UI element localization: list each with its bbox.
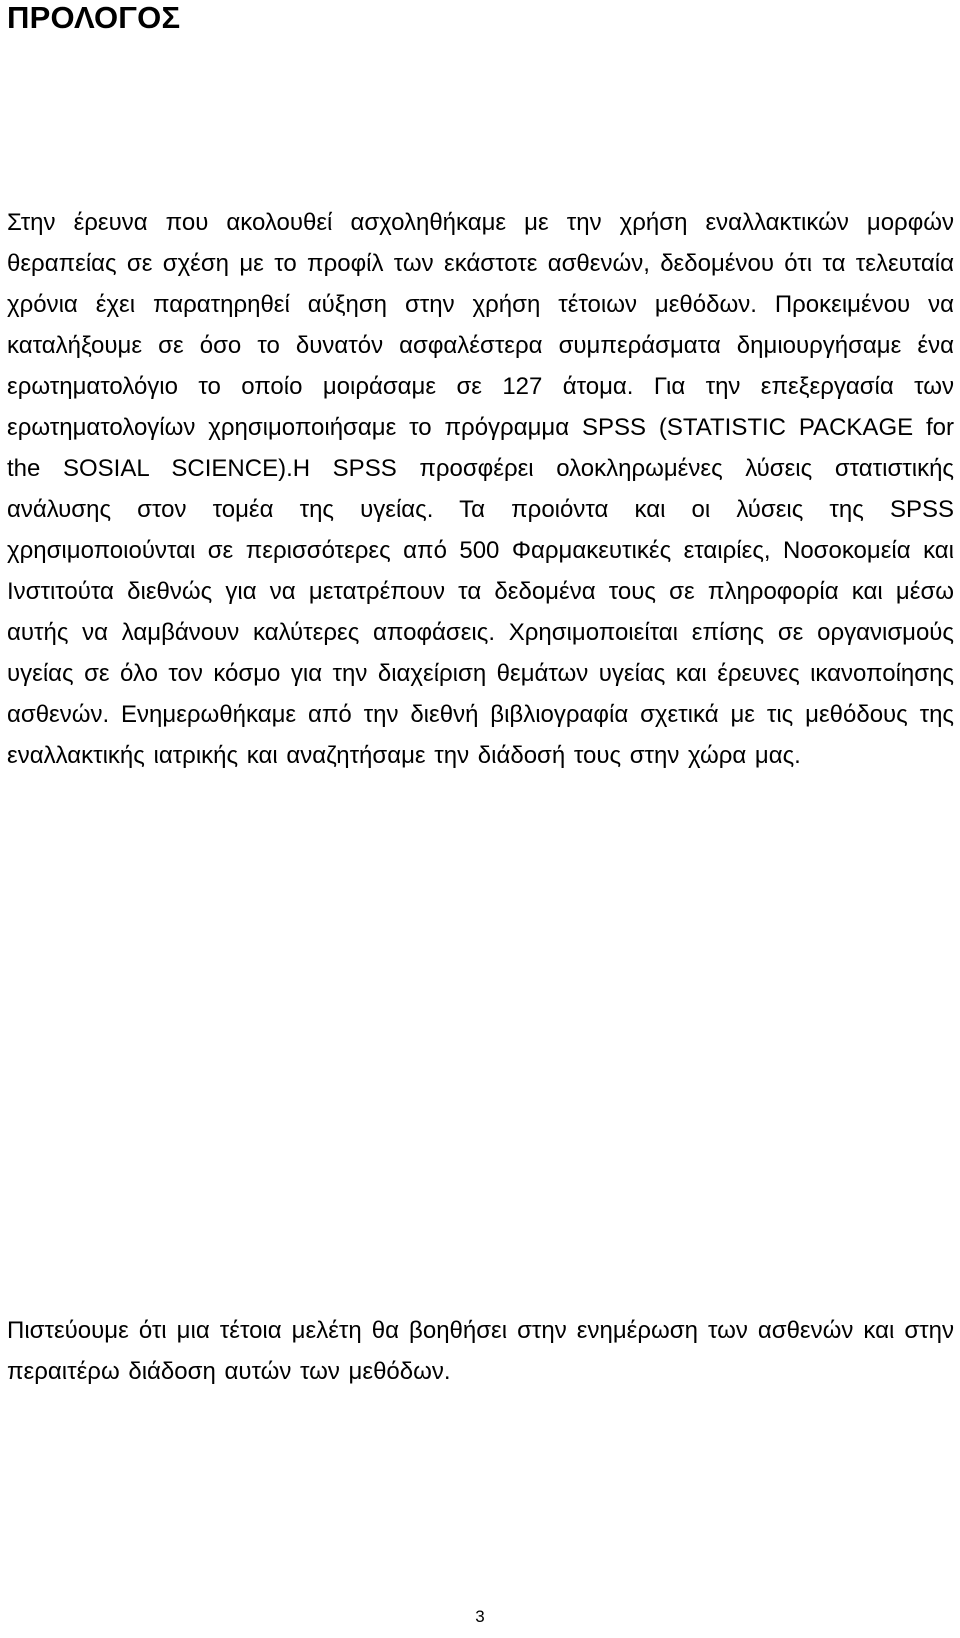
page-number: 3	[475, 1607, 485, 1626]
body-paragraph-conclusion: Πιστεύουμε ότι μια τέτοια μελέτη θα βοηθήσει στην ενημέρωση των ασθενών και στην περαιτέρω διάδοση αυτών των μεθόδων.	[7, 1317, 954, 1385]
page-title: ΠΡΟΛΟΓΟΣ	[7, 0, 181, 35]
body-paragraph-intro: Στην έρευνα που ακολουθεί ασχοληθήκαμε με την χρήση εναλλακτικών μορφών θεραπείας σε σχέση με το προφίλ των εκάστοτε ασθενών, δεδομένου ότι τα τελευταία χρόνια έχει παρατηρηθεί αύξηση στην χρήση τέτοιων μεθόδων. Προκειμένου να καταλήξουμε σε όσο το δυνατόν ασφαλέστερα συμπεράσματα δημιουργήσαμε ένα ερωτηματολόγιο το οποίο μοιράσαμε σε 127 άτομα. Για την επεξεργασία των ερωτηματολογίων χρησιμοποιήσαμε το πρόγραμμα SPSS (STATISTIC PACKAGE for the SOSIAL SCIENCE).Η SPSS προσφέρει ολοκληρωμένες λύσεις στατιστικής ανάλυσης στον τομέα της υγείας. Τα προιόντα και οι λύσεις της SPSS χρησιμοποιούνται σε περισσότερες από 500 Φαρμακευτικές εταιρίες, Νοσοκομεία και Ινστιτούτα διεθνώς για να μετατρέπουν τα δεδομένα τους σε πληροφορία και μέσω αυτής να λαμβάνουν καλύτερες αποφάσεις. Χρησιμοποιείται επίσης σε οργανισμούς υγείας σε όλο τον κόσμο για την διαχείριση θεμάτων υγείας και έρευνες ικανοποίησης ασθενών. Ενημερωθήκαμε από την διεθνή βιβλιογραφία σχετικά με τις μεθόδους της εναλλακτικής ιατρικής και αναζητήσαμε την διάδοσή τους στην χώρα μας.	[7, 209, 954, 769]
